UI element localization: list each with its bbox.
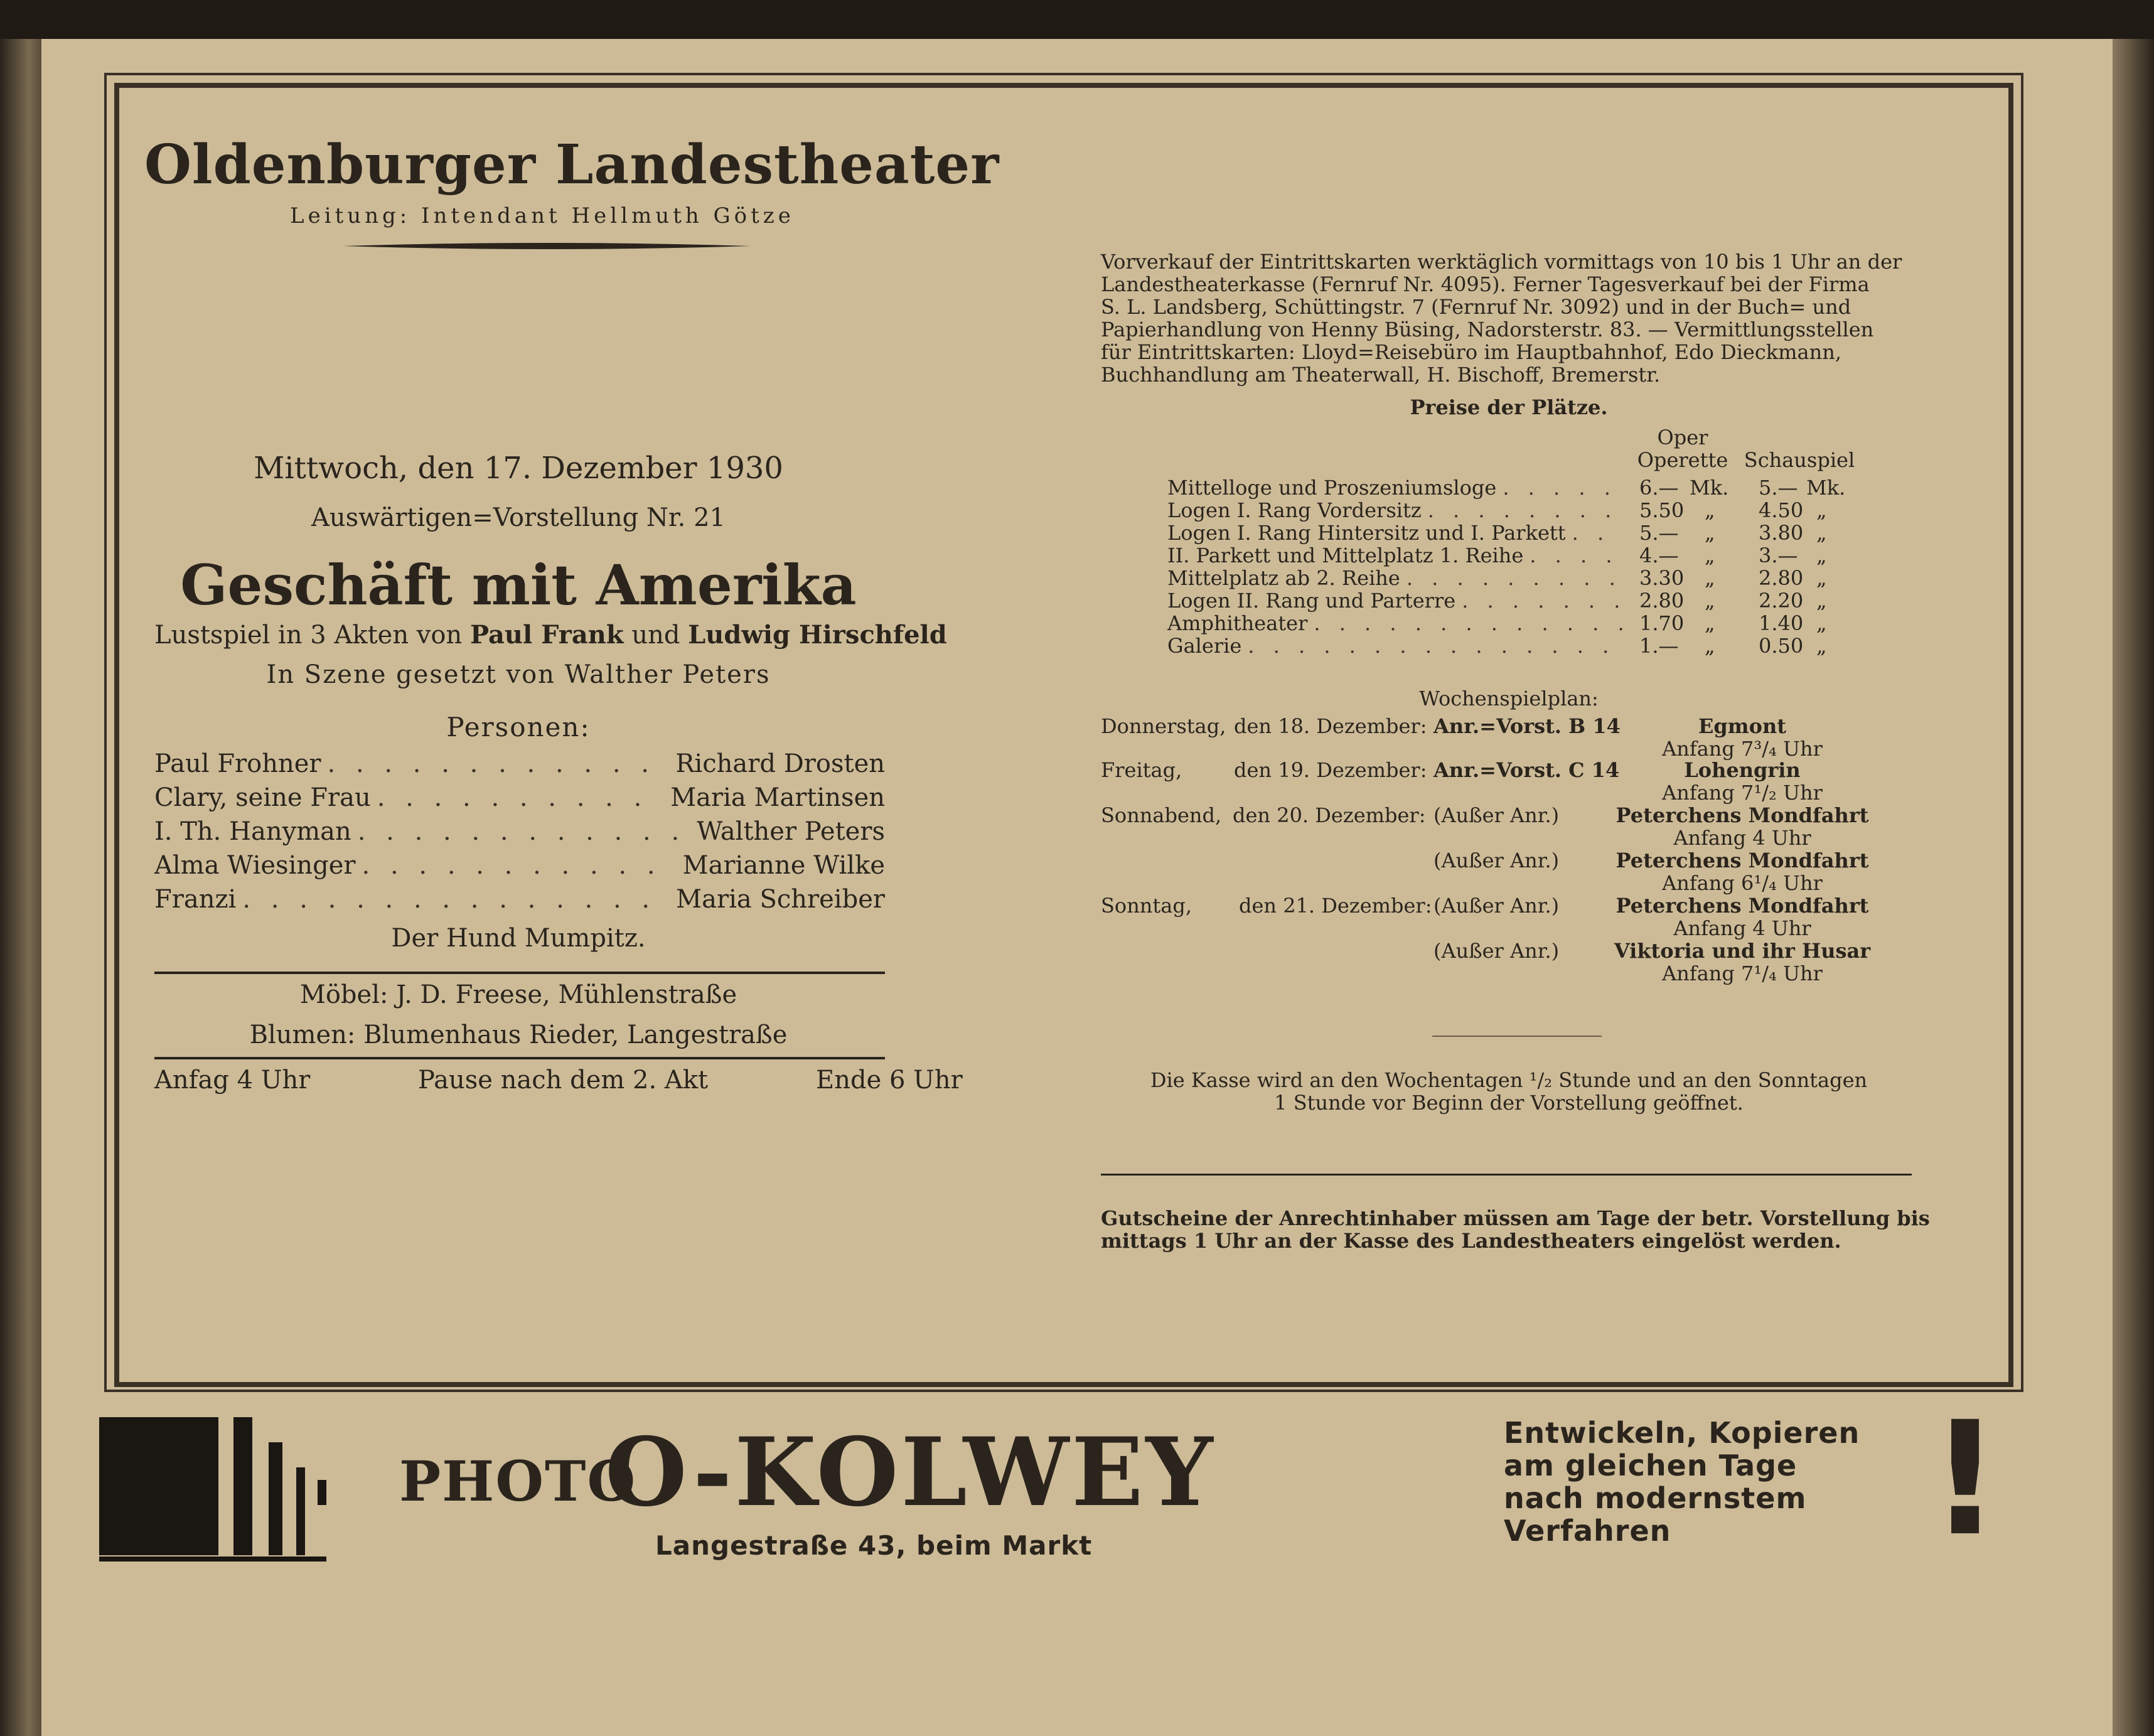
end-time: Ende 6 Uhr (816, 1066, 963, 1095)
price-opera: 5.— (1639, 521, 1679, 545)
schedule-time: Anfang 4 Uhr (1673, 916, 1811, 940)
price-play: 1.40 (1759, 611, 1804, 635)
price-play: 5.— (1759, 476, 1798, 500)
voucher-line-1: Gutscheine der Anrechtinhaber müssen am Tage der betr. Vorstellung bis (1101, 1206, 1930, 1230)
price-row (1167, 521, 1629, 545)
price-play: 2.80 (1759, 566, 1804, 590)
cast-role: Franzi (154, 885, 237, 914)
price-play-unit: „ (1816, 589, 1827, 613)
price-row (1167, 498, 1629, 522)
logo-underline (99, 1557, 326, 1562)
leader-dots (1314, 611, 1623, 635)
schedule-subscription: Anr.=Vorst. B 14 (1433, 714, 1621, 738)
schedule-time: Anfang 4 Uhr (1673, 826, 1811, 850)
cast-row (154, 885, 885, 914)
logo-bar (269, 1442, 282, 1555)
price-row (1167, 611, 1629, 635)
prices-heading: Preise der Plätze. (1410, 395, 1608, 419)
logo-block (99, 1417, 218, 1555)
price-opera-unit: „ (1705, 566, 1715, 590)
price-row (1167, 589, 1629, 613)
price-row (1167, 566, 1629, 590)
play-director: In Szene gesetzt von Walther Peters (266, 660, 771, 689)
price-play-unit: „ (1816, 634, 1827, 658)
performance-date: Mittwoch, den 17. Dezember 1930 (254, 451, 783, 486)
price-opera-unit: Mk. (1690, 476, 1729, 500)
price-opera-unit: „ (1705, 521, 1715, 545)
leader-dots (1248, 634, 1623, 658)
cast-role: I. Th. Hanyman (154, 817, 351, 846)
price-play: 4.50 (1759, 498, 1804, 522)
schedule-subscription: (Außer Anr.) (1433, 894, 1560, 918)
prices-col2-header: Schauspiel (1744, 448, 1855, 472)
prices-col1-header: Operette (1637, 448, 1728, 472)
price-play-unit: „ (1816, 521, 1827, 545)
price-row (1167, 476, 1629, 500)
leader-dots (1407, 566, 1623, 590)
leader-dots (377, 783, 664, 812)
program-page (41, 39, 2113, 1736)
price-opera-unit: „ (1705, 544, 1715, 567)
cast-actor: Marianne Wilke (682, 851, 885, 880)
price-opera: 1.— (1639, 634, 1679, 658)
cast-role: Clary, seine Frau (154, 783, 371, 812)
price-play-unit: „ (1816, 544, 1827, 567)
schedule-heading: Wochenspielplan: (1419, 687, 1599, 710)
schedule-time: Anfang 7¹/₄ Uhr (1662, 962, 1823, 985)
presale-line: S. L. Landsberg, Schüttingstr. 7 (Fernruf Nr. 3092) und in der Buch= und (1101, 295, 1851, 319)
price-play-unit: Mk. (1806, 476, 1846, 500)
cast-row (154, 817, 885, 846)
presale-line: Papierhandlung von Henny Büsing, Nadorsterstr. 83. — Vermittlungsstellen (1101, 318, 1874, 341)
prices-col1-header-top: Oper (1657, 426, 1708, 449)
ad-address: Langestraße 43, beim Markt (655, 1530, 1093, 1561)
schedule-subscription: (Außer Anr.) (1433, 939, 1560, 963)
price-play-unit: „ (1816, 566, 1827, 590)
schedule-time: Anfang 6¹/₄ Uhr (1662, 871, 1823, 895)
box-office-line-1: Die Kasse wird an den Wochentagen ¹/₂ Stunde und an den Sonntagen (1150, 1068, 1868, 1092)
box-office-line-2: 1 Stunde vor Beginn der Vorstellung geöffnet. (1274, 1091, 1744, 1115)
price-play: 2.20 (1759, 589, 1804, 613)
schedule-subscription: (Außer Anr.) (1433, 849, 1560, 872)
price-seat: Logen I. Rang Vordersitz (1167, 498, 1422, 522)
performance-series: Auswärtigen=Vorstellung Nr. 21 (311, 503, 726, 532)
price-opera-unit: „ (1705, 589, 1715, 613)
schedule-subscription: Anr.=Vorst. C 14 (1433, 758, 1620, 782)
schedule-time: Anfang 7¹/₂ Uhr (1662, 781, 1823, 805)
price-row (1167, 544, 1629, 567)
schedule-title: Egmont (1698, 714, 1786, 738)
schedule-title: Peterchens Mondfahrt (1616, 803, 1869, 827)
price-opera: 3.30 (1639, 566, 1685, 590)
presale-line: Vorverkauf der Eintrittskarten werktäglich vormittags von 10 bis 1 Uhr an der (1101, 250, 1902, 274)
ad-brand-small: PHOTO (399, 1449, 637, 1514)
price-play: 3.80 (1759, 521, 1804, 545)
price-opera-unit: „ (1705, 634, 1715, 658)
price-opera: 1.70 (1639, 611, 1685, 635)
price-seat: Mittelloge und Proszeniumsloge (1167, 476, 1497, 500)
schedule-date: den 18. Dezember: (1234, 714, 1427, 738)
cast-actor: Maria Martinsen (670, 783, 885, 812)
voucher-line-2: mittags 1 Uhr an der Kasse des Landestheaters eingelöst werden. (1101, 1229, 1841, 1253)
logo-bar (318, 1480, 326, 1505)
logo-bar (233, 1417, 252, 1555)
price-seat: Logen I. Rang Hintersitz und I. Parkett (1167, 521, 1566, 545)
theater-name: Oldenburger Landestheater (144, 133, 1000, 196)
schedule-title: Peterchens Mondfahrt (1616, 849, 1869, 872)
furniture-credit: Möbel: J. D. Freese, Mühlenstraße (299, 980, 737, 1009)
ad-slogan-line: nach modernstem (1504, 1481, 1807, 1515)
schedule-time: Anfang 7³/₄ Uhr (1662, 737, 1823, 761)
ornament-rule (343, 240, 751, 252)
persons-heading: Personen: (446, 712, 591, 742)
cast-actor: Walther Peters (697, 817, 885, 846)
divider-2 (154, 1057, 885, 1059)
price-opera-unit: „ (1705, 611, 1715, 635)
author-and: und (631, 621, 680, 650)
leader-dots (1530, 544, 1623, 567)
leader-dots (328, 749, 670, 778)
leader-dots (362, 851, 677, 880)
author-2: Ludwig Hirschfeld (688, 620, 947, 650)
price-seat: Amphitheater (1167, 611, 1308, 635)
play-genre (154, 620, 947, 650)
schedule-day: Sonnabend, (1101, 803, 1222, 827)
schedule-subscription: (Außer Anr.) (1433, 803, 1560, 827)
schedule-title: Viktoria und ihr Husar (1614, 939, 1871, 963)
cast-actor: Maria Schreiber (676, 885, 885, 914)
cast-row (154, 783, 885, 812)
cast-row (154, 851, 885, 880)
short-divider (1432, 1036, 1602, 1037)
price-opera: 4.— (1639, 544, 1679, 567)
cast-role: Paul Frohner (154, 749, 321, 778)
schedule-day: Freitag, (1101, 758, 1182, 782)
schedule-title: Lohengrin (1684, 758, 1801, 782)
schedule-title: Peterchens Mondfahrt (1616, 894, 1869, 918)
leader-dots (1462, 589, 1623, 613)
price-opera-unit: „ (1705, 498, 1715, 522)
leader-dots (1428, 498, 1623, 522)
leader-dots (358, 817, 690, 846)
ad-slogan-line: Verfahren (1504, 1514, 1671, 1548)
play-title: Geschäft mit Amerika (180, 552, 857, 618)
binding-left (0, 39, 41, 1736)
price-opera: 5.50 (1639, 498, 1685, 522)
presale-line: Buchhandlung am Theaterwall, H. Bischoff, Bremerstr. (1101, 363, 1661, 387)
price-seat: Galerie (1167, 634, 1242, 658)
cast-role: Alma Wiesinger (154, 851, 356, 880)
price-seat: Mittelplatz ab 2. Reihe (1167, 566, 1400, 590)
genre-text: Lustspiel in 3 Akten von (154, 621, 463, 650)
author-1: Paul Frank (469, 620, 624, 650)
presale-line: für Eintrittskarten: Lloyd=Reisebüro im Hauptbahnhof, Edo Dieckmann, (1101, 340, 1841, 364)
price-play: 0.50 (1759, 634, 1804, 658)
cast-dog: Der Hund Mumpitz. (391, 924, 646, 953)
price-seat: II. Parkett und Mittelplatz 1. Reihe (1167, 544, 1524, 567)
price-seat: Logen II. Rang und Parterre (1167, 589, 1456, 613)
flowers-credit: Blumen: Blumenhaus Rieder, Langestraße (249, 1021, 788, 1049)
cast-row (154, 749, 885, 778)
ad-exclamation: ! (1929, 1388, 2001, 1570)
leader-dots (1572, 521, 1623, 545)
schedule-day: Sonntag, (1101, 894, 1192, 918)
theater-direction: Leitung: Intendant Hellmuth Götze (290, 203, 795, 228)
ad-brand-large: O-KOLWEY (605, 1417, 1216, 1528)
price-row (1167, 634, 1629, 658)
start-time: Anfag 4 Uhr (154, 1066, 311, 1095)
pause-info: Pause nach dem 2. Akt (418, 1066, 709, 1095)
schedule-day: Donnerstag, (1101, 714, 1226, 738)
ad-slogan-line: Entwickeln, Kopieren (1504, 1416, 1860, 1450)
price-play-unit: „ (1816, 611, 1827, 635)
price-play: 3.— (1759, 544, 1798, 567)
price-play-unit: „ (1816, 498, 1827, 522)
schedule-date: den 21. Dezember: (1239, 894, 1432, 918)
binding-right (2113, 39, 2154, 1736)
presale-line: Landestheaterkasse (Fernruf Nr. 4095). Ferner Tagesverkauf bei der Firma (1101, 272, 1870, 296)
logo-bar (296, 1467, 305, 1555)
ad-slogan-line: am gleichen Tage (1504, 1449, 1798, 1482)
leader-dots (1503, 476, 1623, 500)
cast-actor: Richard Drosten (675, 749, 885, 778)
schedule-date: den 19. Dezember: (1234, 758, 1427, 782)
price-opera: 2.80 (1639, 589, 1685, 613)
schedule-date: den 20. Dezember: (1233, 803, 1426, 827)
divider-3 (1101, 1174, 1912, 1176)
leader-dots (242, 885, 670, 914)
price-opera: 6.— (1639, 476, 1679, 500)
divider-1 (154, 972, 885, 974)
